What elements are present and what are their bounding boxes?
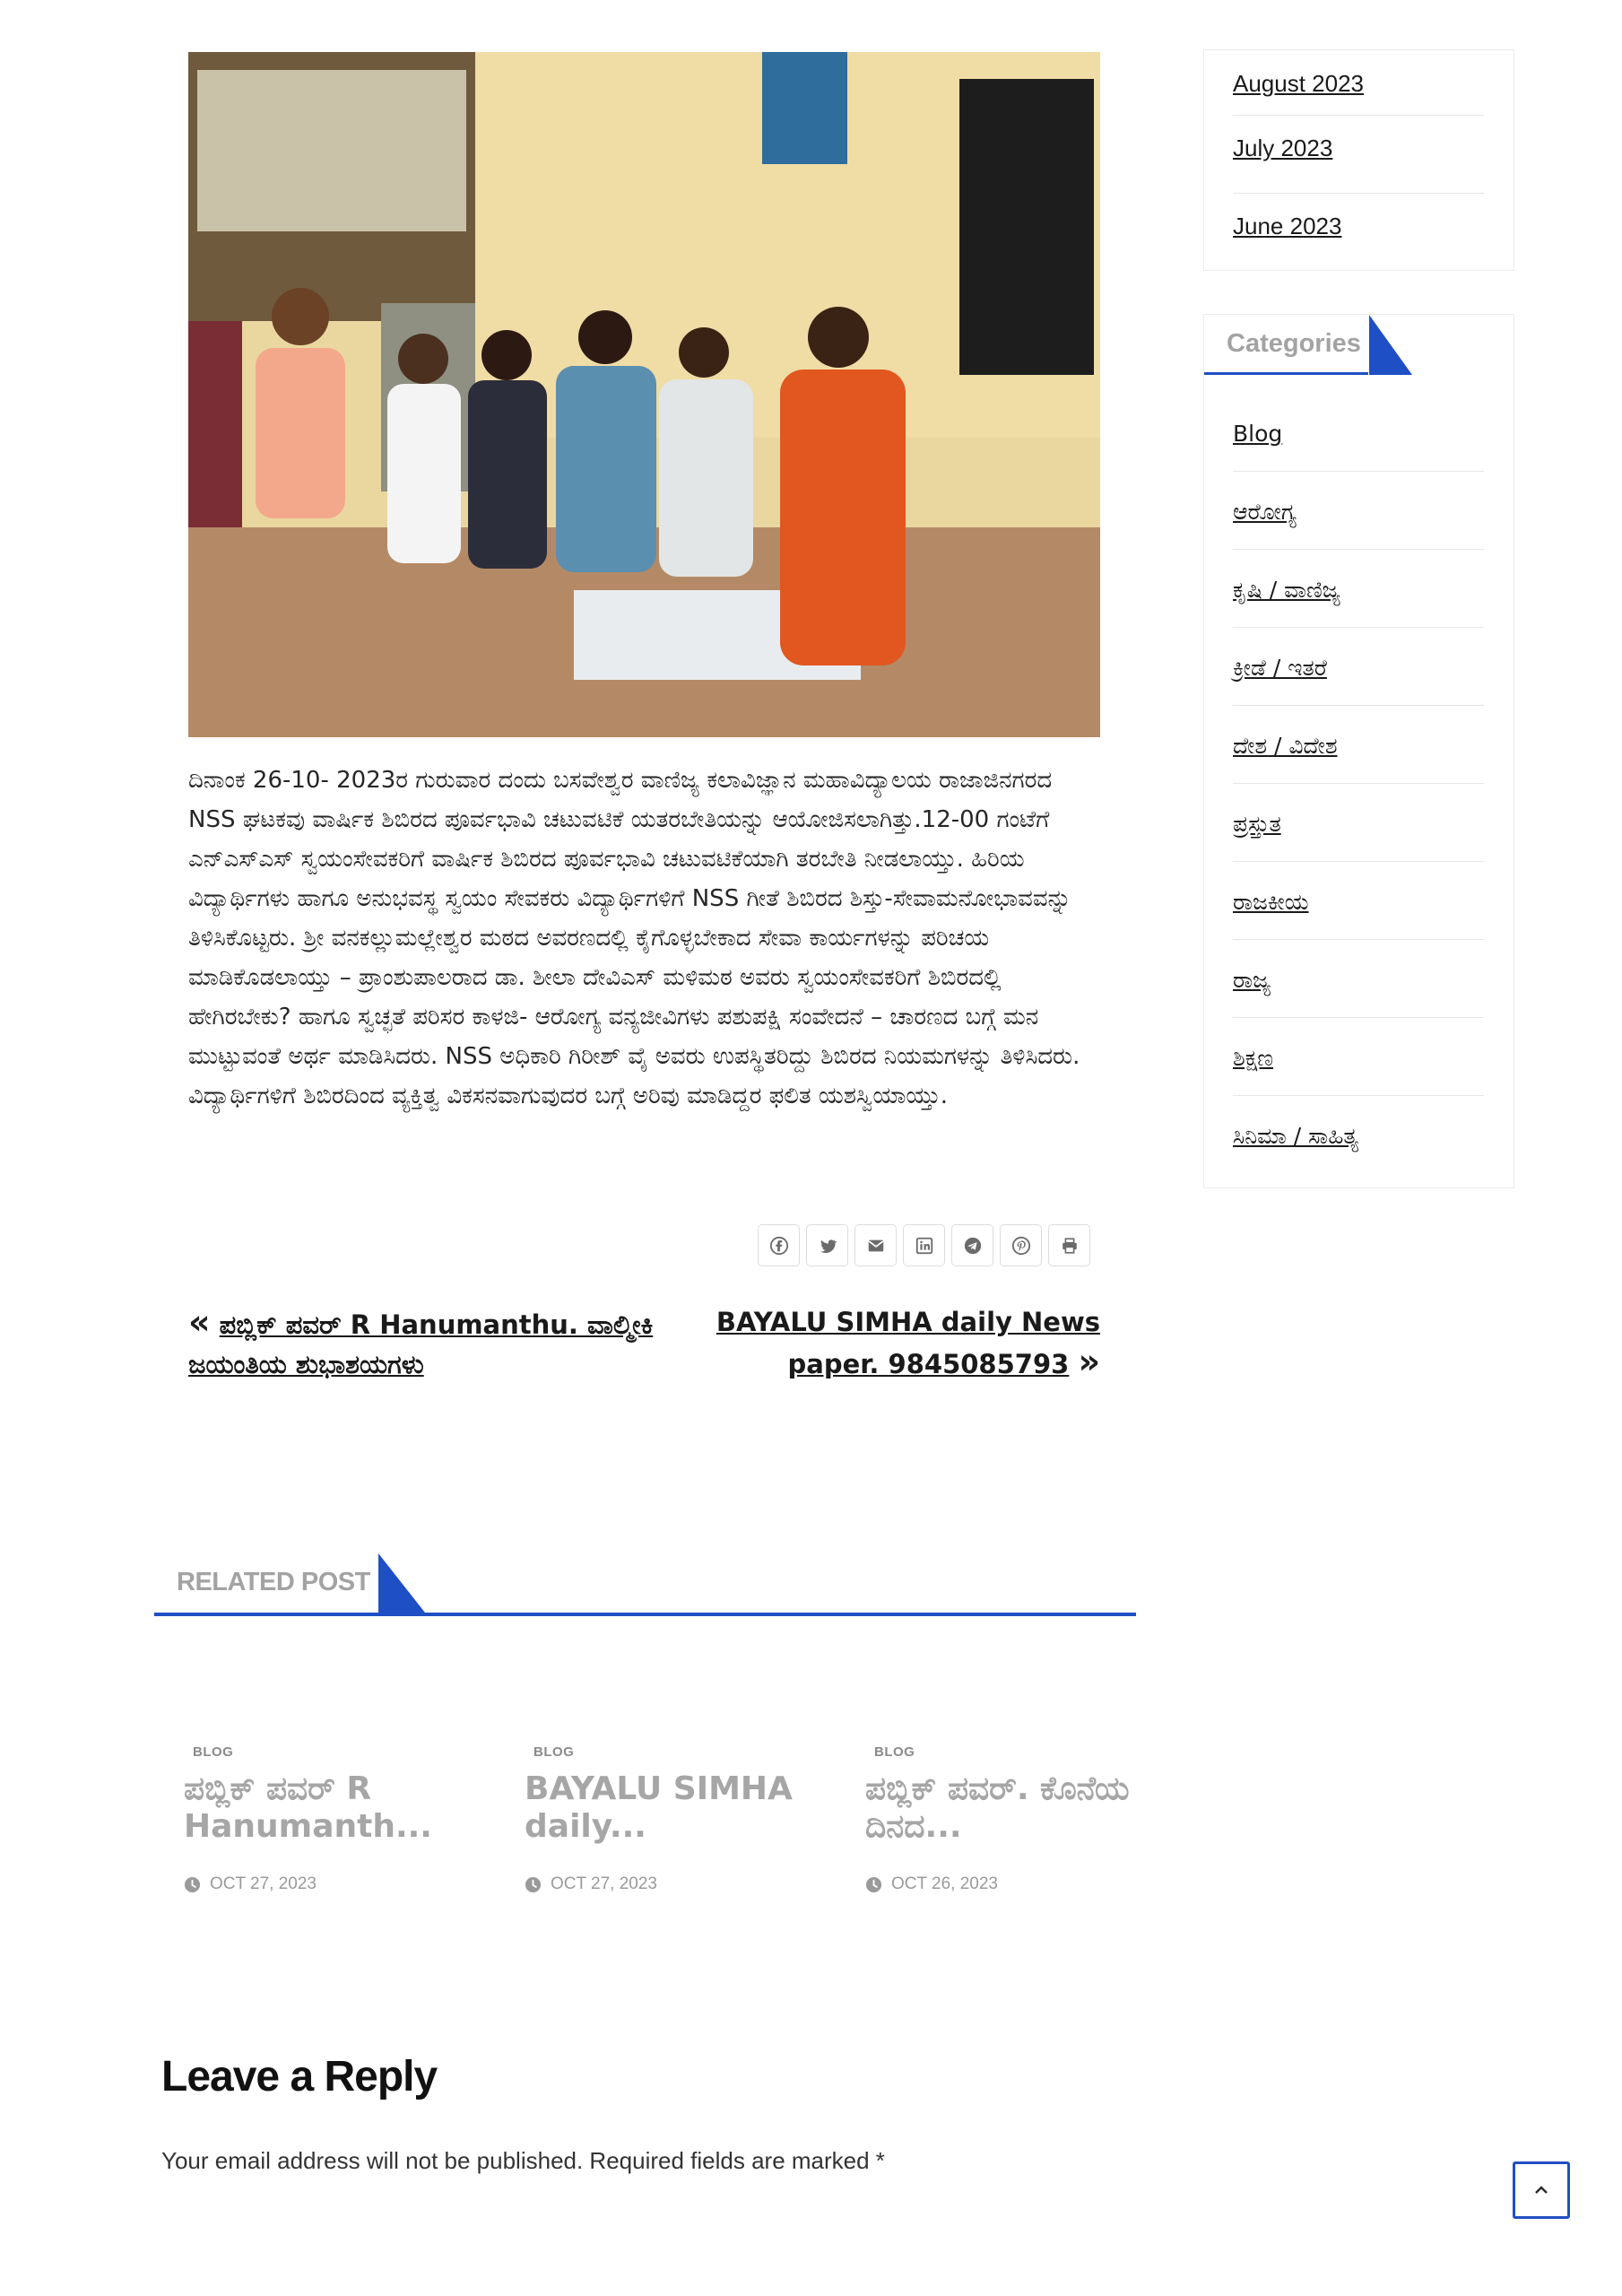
category-item [1233, 940, 1484, 1018]
category-link-health[interactable]: ಆರೋಗ್ಯ [1233, 499, 1297, 525]
print-share-button[interactable] [1048, 1224, 1090, 1266]
category-list [1204, 394, 1514, 1173]
post-navigation [188, 1302, 1100, 1392]
category-item [1233, 472, 1484, 550]
scroll-to-top-button[interactable] [1513, 2161, 1570, 2219]
telegram-share-button[interactable] [951, 1224, 993, 1266]
related-post-card[interactable] [525, 1744, 829, 1894]
post-date [525, 1874, 829, 1894]
category-item [1233, 784, 1484, 862]
category-link-agriculture[interactable]: ಕೃಷಿ / ವಾಣಿಜ್ಯ [1233, 577, 1340, 603]
facebook-share-button[interactable] [758, 1224, 800, 1266]
post-date-text: OCT 27, 2023 [551, 1874, 658, 1893]
clock-icon [184, 1876, 201, 1893]
archive-item [1233, 50, 1484, 116]
previous-post-link[interactable]: ಪಬ್ಲಿಕ್ ಪವರ್ R Hanumanthu. ವಾಲ್ಮೀಕಿ ಜಯಂತಿಯ ಶುಭಾಶಯಗಳು [188, 1309, 654, 1379]
pinterest-share-button[interactable] [1000, 1224, 1042, 1266]
related-underline [154, 1613, 1136, 1616]
related-post-card[interactable] [865, 1744, 1170, 1894]
related-post-heading [154, 1552, 1136, 1616]
category-link-current[interactable]: ಪ್ರಸ್ತುತ [1233, 811, 1281, 837]
category-link-cinema[interactable]: ಸಿನಿಮಾ / ಸಾಹಿತ್ಯ [1233, 1123, 1359, 1149]
chevron-up-icon [1533, 2185, 1549, 2196]
category-link-sports[interactable]: ಕ್ರೀಡೆ / ಇತರೆ [1233, 655, 1327, 681]
archives-widget [1203, 49, 1514, 271]
related-post-card[interactable] [184, 1744, 489, 1894]
category-item [1233, 706, 1484, 784]
twitter-icon [818, 1236, 837, 1256]
previous-post-link-wrap [188, 1302, 655, 1384]
related-post-title: RELATED POST [177, 1568, 370, 1596]
post-category[interactable]: BLOG [874, 1744, 915, 1760]
telegram-icon [963, 1236, 983, 1256]
post-title-link[interactable]: BAYALU SIMHA daily... [525, 1770, 793, 1845]
post-date [184, 1874, 489, 1894]
category-item [1233, 1096, 1484, 1173]
archive-list [1204, 50, 1514, 271]
email-share-button[interactable] [854, 1224, 897, 1266]
corner-triangle-icon [378, 1553, 425, 1613]
post-category[interactable]: BLOG [193, 1744, 234, 1760]
post-title-link[interactable]: ಪಬ್ಲಿಕ್ ಪವರ್. ಕೊನೆಯ ದಿನದ... [865, 1770, 1130, 1845]
linkedin-share-button[interactable] [903, 1224, 945, 1266]
category-item [1233, 862, 1484, 940]
next-post-link[interactable]: BAYALU SIMHA daily News paper. 9845085793 [716, 1307, 1100, 1379]
category-link-world[interactable]: ದೇಶ / ವಿದೇಶ [1233, 733, 1338, 759]
linkedin-icon [915, 1236, 934, 1256]
facebook-icon [769, 1236, 789, 1256]
next-post-link-wrap [634, 1302, 1100, 1384]
article-photo [188, 52, 1100, 737]
twitter-share-button[interactable] [806, 1224, 848, 1266]
category-link-blog[interactable]: Blog [1233, 421, 1283, 447]
archive-item [1233, 194, 1484, 271]
archive-link[interactable]: July 2023 [1233, 135, 1333, 161]
archive-link[interactable]: August 2023 [1233, 70, 1365, 97]
clock-icon [525, 1876, 542, 1893]
leave-reply-heading: Leave a Reply [161, 2053, 438, 2100]
category-item [1233, 1018, 1484, 1096]
categories-heading [1204, 315, 1410, 378]
post-date-text: OCT 26, 2023 [891, 1874, 999, 1893]
category-link-state[interactable]: ರಾಜ್ಯ [1233, 967, 1271, 993]
post-date [865, 1874, 1170, 1894]
categories-underline [1204, 372, 1368, 375]
double-chevron-left-icon: « [188, 1302, 211, 1342]
category-item [1233, 394, 1484, 472]
category-item [1233, 628, 1484, 706]
print-icon [1060, 1236, 1080, 1256]
pinterest-icon [1011, 1236, 1031, 1256]
email-icon [866, 1236, 886, 1256]
archive-link[interactable]: June 2023 [1233, 213, 1342, 239]
post-title-link[interactable]: ಪಬ್ಲಿಕ್ ಪವರ್ R Hanumanth... [184, 1770, 432, 1845]
share-bar [758, 1224, 1090, 1266]
post-date-text: OCT 27, 2023 [210, 1874, 317, 1893]
category-link-politics[interactable]: ರಾಜಕೀಯ [1233, 889, 1309, 915]
reply-required-note: Your email address will not be published. Required fields are marked * [161, 2147, 885, 2174]
categories-title: Categories [1227, 329, 1361, 358]
corner-triangle-icon [1369, 315, 1412, 375]
double-chevron-right-icon: » [1078, 1342, 1100, 1381]
archive-item [1233, 116, 1484, 194]
category-item [1233, 550, 1484, 628]
category-link-education[interactable]: ಶಿಕ್ಷಣ [1233, 1045, 1273, 1071]
post-category[interactable]: BLOG [533, 1744, 575, 1760]
article-body: ದಿನಾಂಕ 26-10- 2023ರ ಗುರುವಾರ ದಂದು ಬಸವೇಶ್ವರ ವಾಣಿಜ್ಯ ಕಲಾವಿಜ್ಞಾನ ಮಹಾವಿದ್ಯಾಲಯ ರಾಜಾಜಿನಗರದ NSS ಘಟಕವು ವಾರ್ಷಿಕ ಶಿಬಿರದ ಪೂರ್ವಭಾವಿ ಚಟುವಟಿಕೆ ಯತರಬೇತಿಯನ್ನು ಆಯೋಜಿಸಲಾಗಿತ್ತು.12-00 ಗಂಟೆಗೆ ಎನ್ಎಸ್ಎಸ್ ಸ್ವಯಂಸೇವಕರಿಗೆ ವಾರ್ಷಿಕ ಶಿಬಿರದ ಪೂರ್ವಭಾವಿ ಚಟುವಟಿಕೆಯಾಗಿ ತರಬೇತಿ ನೀಡಲಾಯ್ತು. ಹಿರಿಯ ವಿದ್ಯಾರ್ಥಿಗಳು ಹಾಗೂ ಅನುಭವಸ್ಥ ಸ್ವಯಂ ಸೇವಕರು ವಿದ್ಯಾರ್ಥಿಗಳಿಗೆ NSS ಗೀತೆ ಶಿಬಿರದ ಶಿಸ್ತು-ಸೇವಾಮನೋಭಾವವನ್ನು ತಿಳಿಸಿಕೊಟ್ಟರು. ಶ್ರೀ ವನಕಲ್ಲುಮಲ್ಲೇಶ್ವರ ಮಠದ ಅವರಣದಲ್ಲಿ ಕೈಗೊಳ್ಳಬೇಕಾದ ಸೇವಾ ಕಾರ್ಯಗಳನ್ನು ಪರಿಚಯ ಮಾಡಿಕೊಡಲಾಯ್ತು – ಪ್ರಾಂಶುಪಾಲರಾದ ಡಾ. ಶೀಲಾ ದೇವಿಎಸ್ ಮಳಿಮಠ ಅವರು ಸ್ವಯಂಸೇವಕರಿಗೆ ಶಿಬಿರದಲ್ಲಿ ಹೇಗಿರಬೇಕು? ಹಾಗೂ ಸ್ವಚ್ಛತೆ ಪರಿಸರ ಕಾಳಜಿ- ಆರೋಗ್ಯ ವನ್ಯಜೀವಿಗಳು ಪಶುಪಕ್ಷಿ ಸಂವೇದನೆ – ಚಾರಣದ ಬಗ್ಗೆ ಮನ ಮುಟ್ಟುವಂತೆ ಅರ್ಥ ಮಾಡಿಸಿದರು. NSS ಅಧಿಕಾರಿ ಗಿರೀಶ್ ವೈ ಅವರು ಉಪಸ್ಥಿತರಿದ್ದು ಶಿಬಿರದ ನಿಯಮಗಳನ್ನು ತಿಳಿಸಿದರು. ವಿದ್ಯಾರ್ಥಿಗಳಿಗೆ ಶಿಬಿರದಿಂದ ವ್ಯಕ್ತಿತ್ವ ವಿಕಸನವಾಗುವುದರ ಬಗ್ಗೆ ಅರಿವು ಮಾಡಿದ್ದರ ಫಲಿತ ಯಶಸ್ವಿಯಾಯ್ತು. [188, 767, 1080, 1109]
categories-widget [1203, 314, 1514, 1188]
clock-icon [865, 1876, 882, 1893]
